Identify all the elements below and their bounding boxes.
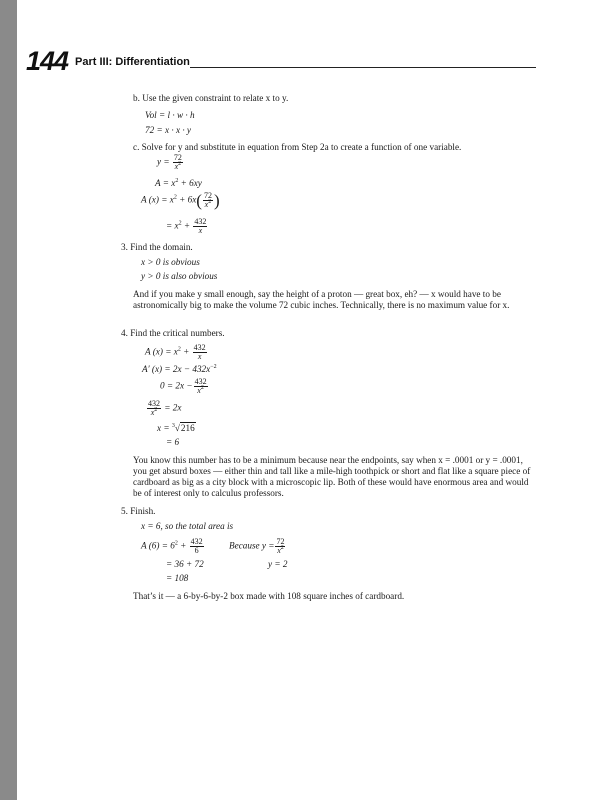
page-spine-bar	[0, 0, 17, 800]
header-rule	[190, 67, 536, 68]
y-solved-equation	[157, 154, 184, 171]
domain-paragraph: And if you make y small enough, say the height of a proton — great box, eh? — x would have to be astronomically big to make the volume 72 cubic inches. Technically, there is no maximum value for x.	[133, 289, 510, 310]
cube-root-line: x = $^3$√216	[157, 423, 195, 433]
because-y-line: Because y = $\frac{72}{x^2}$	[229, 537, 285, 555]
derivative-zero-line: 0 = 2x − $\frac{432}{x^2}$	[160, 377, 207, 395]
fraction-72-over-x2: $\frac{72}{x^2}$	[173, 153, 182, 171]
area-function-line: A $(x) = x^2$ + $\frac{432}{x}$	[145, 343, 206, 361]
area-substituted-equation: A $(x) = x^2 + 6x$( $\frac{72}{x^2}$ )	[141, 191, 220, 210]
step-b-label: b. Use the given constraint to relate x to y.	[133, 93, 289, 103]
closing-sentence: That’s it — a 6-by-6-by-2 box made with 108 square inches of cardboard.	[133, 591, 405, 601]
area-at-6-line: A $(6) = 6^2$ + $\frac{432}{6}$	[141, 537, 203, 555]
constraint-equation: 72 = x · x · y	[145, 125, 191, 135]
step-3-label: 3. Find the domain.	[121, 242, 193, 252]
equation-432-over-x2: $\frac{432}{x^2}$ = 2x	[148, 399, 182, 417]
derivative-line: A′ $(x) = 2x - 432x^{-2}$	[142, 364, 217, 374]
y-lhs: y =	[157, 156, 170, 167]
area-xy-equation: $A = x^2 + 6xy$	[155, 178, 202, 188]
area-sum-line: = 36 + 72	[166, 559, 204, 569]
critical-value-line: = 6	[166, 437, 180, 447]
area-function-result: = $x^2$ + $\frac{432}{x}$	[166, 217, 207, 235]
domain-x-line: x > 0 is obvious	[141, 257, 200, 267]
step-4-label: 4. Find the critical numbers.	[121, 328, 225, 338]
total-area-intro: x = 6, so the total area is	[141, 521, 234, 531]
minimum-paragraph: You know this number has to be a minimum because near the endpoints, say when x = .0001 or y = .0001, you get absurd boxes — either thin and tall like a mile-high toothpick or short and flat like a square piece of cardboard as big as a city block with a microscopic lip. Both of these would have enormous area and would be of interest only to calculus professors.	[133, 455, 531, 498]
volume-equation: Vol = l · w · h	[145, 110, 195, 120]
domain-y-line: y > 0 is also obvious	[141, 271, 218, 281]
part-title: Part III: Differentiation	[75, 56, 190, 68]
y-equals-2: y = 2	[268, 559, 288, 569]
step-c-label: c. Solve for y and substitute in equation from Step 2a to create a function of one variable.	[133, 142, 462, 152]
page-number: 144	[26, 46, 69, 76]
step-5-label: 5. Finish.	[121, 506, 156, 516]
area-result-line: = 108	[166, 573, 189, 583]
